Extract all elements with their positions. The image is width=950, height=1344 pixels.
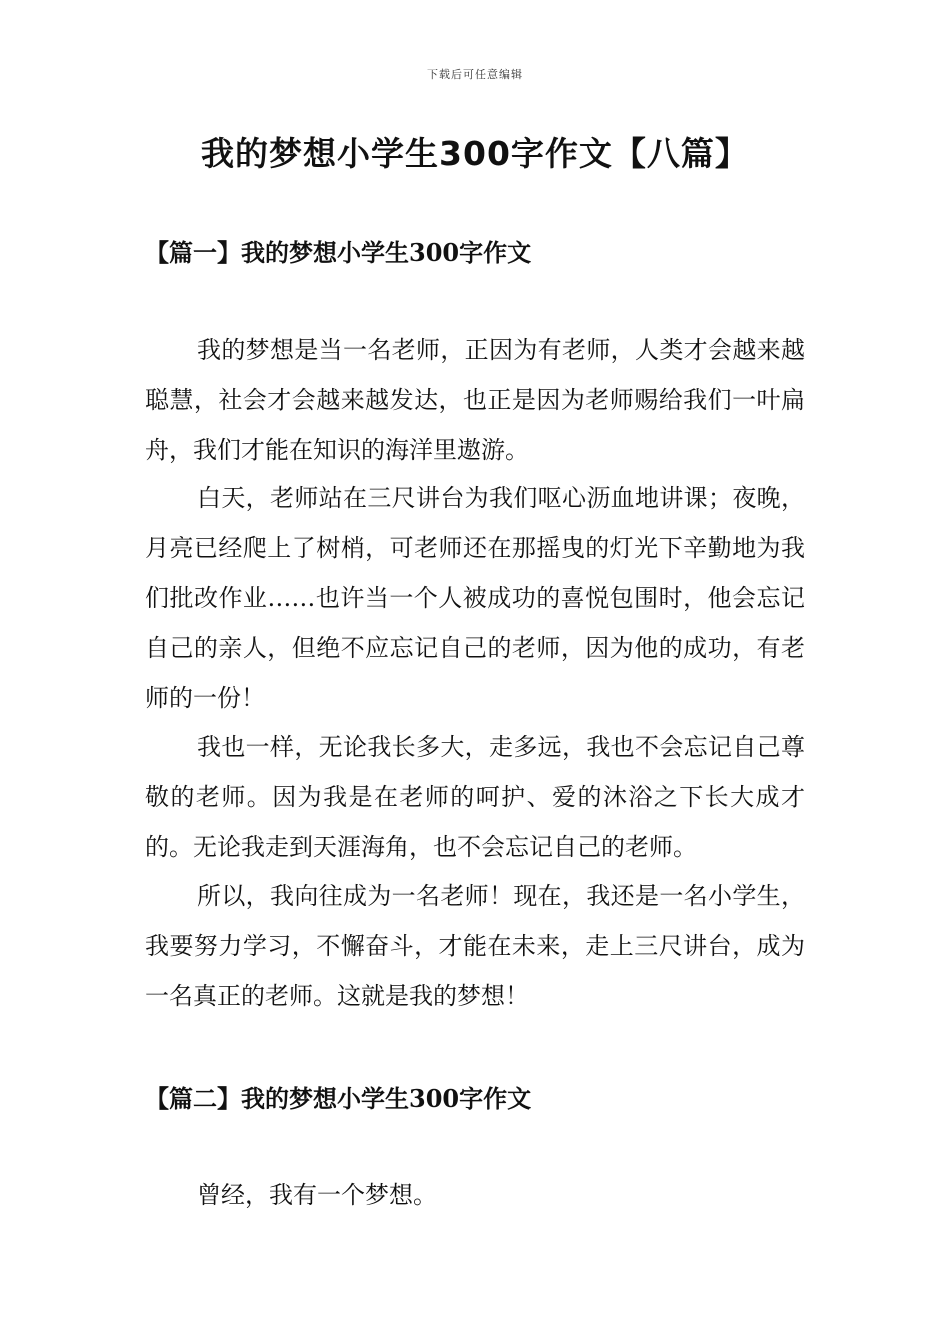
document-title: 我的梦想小学生300字作文【八篇】 [201,134,749,173]
section-heading-1: 【篇一】我的梦想小学生300字作文 [145,238,532,267]
header-note: 下载后可任意编辑 [427,68,523,81]
paragraph: 我的梦想是当一名老师，正因为有老师，人类才会越来越聪慧，社会才会越来越发达，也正是因为老师赐给我们一叶扁舟，我们才能在知识的海洋里遨游。 [145,336,805,464]
paragraph: 曾经，我有一个梦想。 [197,1181,437,1209]
paragraph: 所以，我向往成为一名老师！现在，我还是一名小学生，我要努力学习，不懈奋斗，才能在未来，走上三尺讲台，成为一名真正的老师。这就是我的梦想！ [145,882,805,1010]
paragraph: 白天，老师站在三尺讲台为我们呕心沥血地讲课；夜晚，月亮已经爬上了树梢，可老师还在那摇曳的灯光下辛勤地为我们批改作业……也许当一个人被成功的喜悦包围时，他会忘记自己的亲人，但绝不应忘记自己的老师，因为他的成功，有老师的一份！ [145,484,805,712]
paragraph: 我也一样，无论我长多大，走多远，我也不会忘记自己尊敬的老师。因为我是在老师的呵护、爱的沐浴之下长大成才的。无论我走到天涯海角，也不会忘记自己的老师。 [145,733,805,861]
section-heading-2: 【篇二】我的梦想小学生300字作文 [145,1084,532,1113]
